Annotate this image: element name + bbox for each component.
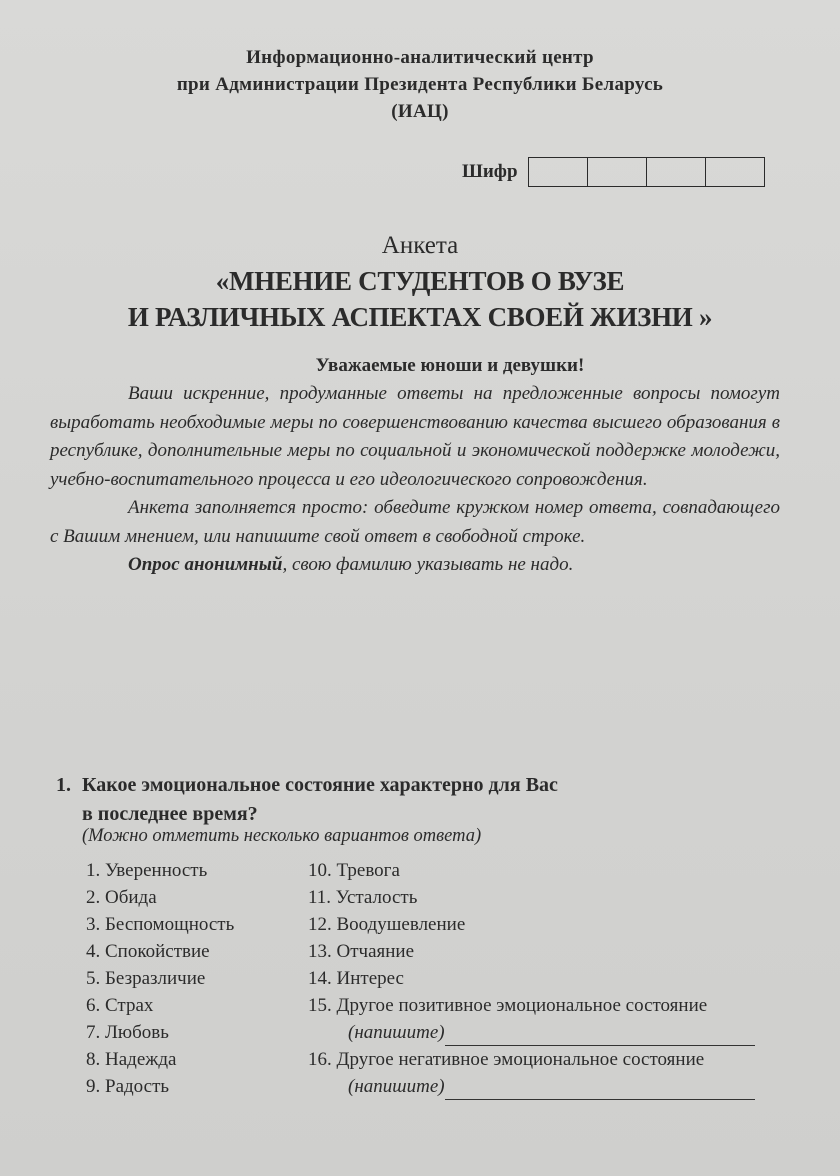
answer-option[interactable]: 4. Спокойствие bbox=[86, 941, 210, 962]
form-title bbox=[0, 263, 840, 335]
greeting: Уважаемые юноши и девушки! bbox=[315, 355, 585, 376]
answer-option[interactable]: 8. Надежда bbox=[86, 1049, 177, 1070]
answer-option[interactable]: 15. Другое позитивное эмоциональное состояние bbox=[308, 995, 708, 1016]
anonymous-notice: Опрос анонимный bbox=[128, 554, 283, 575]
intro-paragraph bbox=[50, 551, 780, 580]
answer-option[interactable]: 16. Другое негативное эмоциональное состояние bbox=[308, 1049, 705, 1070]
cipher-box[interactable] bbox=[529, 158, 588, 186]
answer-option[interactable]: 14. Интерес bbox=[308, 968, 404, 989]
document-header bbox=[0, 44, 840, 125]
answer-option[interactable]: 7. Любовь bbox=[86, 1022, 169, 1043]
cipher-box[interactable] bbox=[706, 158, 764, 186]
cipher-box[interactable] bbox=[588, 158, 647, 186]
answer-option[interactable]: 10. Тревога bbox=[308, 860, 400, 881]
write-in-line[interactable] bbox=[445, 1027, 755, 1046]
intro-paragraph: Анкета заполняется просто: обведите кружком номер ответа, совпадающего с Вашим мнением, или напишите свой ответ в свободной строке. bbox=[50, 497, 780, 547]
write-in-row bbox=[308, 1073, 808, 1100]
answer-option[interactable]: 13. Отчаяние bbox=[308, 941, 415, 962]
question-number: 1. bbox=[56, 774, 71, 796]
write-in-label: (напишите) bbox=[348, 1022, 445, 1043]
options-column-2 bbox=[308, 857, 808, 1100]
write-in-line[interactable] bbox=[445, 1081, 755, 1100]
form-type: Анкета bbox=[381, 232, 459, 259]
intro-paragraph: Ваши искренние, продуманные ответы на предложенные вопросы помогут выработать необходимые меры по совершенствованию качества высшего образования в республике, дополнительные меры по социальной и экономической поддержке молодежи, учебно-воспитательного процесса и его идеологического сопровождения. bbox=[50, 383, 780, 490]
org-name-line1: Информационно-аналитический центр bbox=[246, 47, 594, 68]
answer-option[interactable]: 9. Радость bbox=[86, 1076, 170, 1097]
question-text-cont: в последнее время? bbox=[82, 803, 258, 825]
anonymous-notice-rest: , свою фамилию указывать не надо. bbox=[282, 554, 574, 575]
question-1 bbox=[56, 771, 776, 829]
answer-option[interactable]: 11. Усталость bbox=[308, 887, 418, 908]
question-text: Какое эмоциональное состояние характерно для Вас bbox=[82, 774, 558, 796]
answer-option[interactable]: 5. Безразличие bbox=[86, 968, 206, 989]
intro-text bbox=[50, 380, 780, 580]
form-title-line2: И РАЗЛИЧНЫХ АСПЕКТАХ СВОЕЙ ЖИЗНИ » bbox=[127, 302, 713, 332]
cipher-field bbox=[462, 157, 765, 187]
question-hint: (Можно отметить несколько вариантов ответа) bbox=[82, 826, 482, 846]
answer-option[interactable]: 12. Воодушевление bbox=[308, 914, 466, 935]
answer-option[interactable]: 1. Уверенность bbox=[86, 860, 208, 881]
org-name-line2: при Администрации Президента Республики Беларусь bbox=[176, 74, 664, 95]
form-title-line1: «МНЕНИЕ СТУДЕНТОВ О ВУЗЕ bbox=[215, 266, 625, 296]
cipher-box[interactable] bbox=[647, 158, 706, 186]
cipher-boxes bbox=[528, 157, 765, 187]
write-in-row bbox=[308, 1019, 808, 1046]
answer-option[interactable]: 2. Обида bbox=[86, 887, 157, 908]
org-abbreviation: (ИАЦ) bbox=[391, 101, 449, 122]
cipher-label: Шифр bbox=[462, 161, 518, 182]
answer-option[interactable]: 6. Страх bbox=[86, 995, 154, 1016]
write-in-label: (напишите) bbox=[348, 1076, 445, 1097]
options-column-1 bbox=[86, 857, 296, 1100]
answer-option[interactable]: 3. Беспомощность bbox=[86, 914, 235, 935]
